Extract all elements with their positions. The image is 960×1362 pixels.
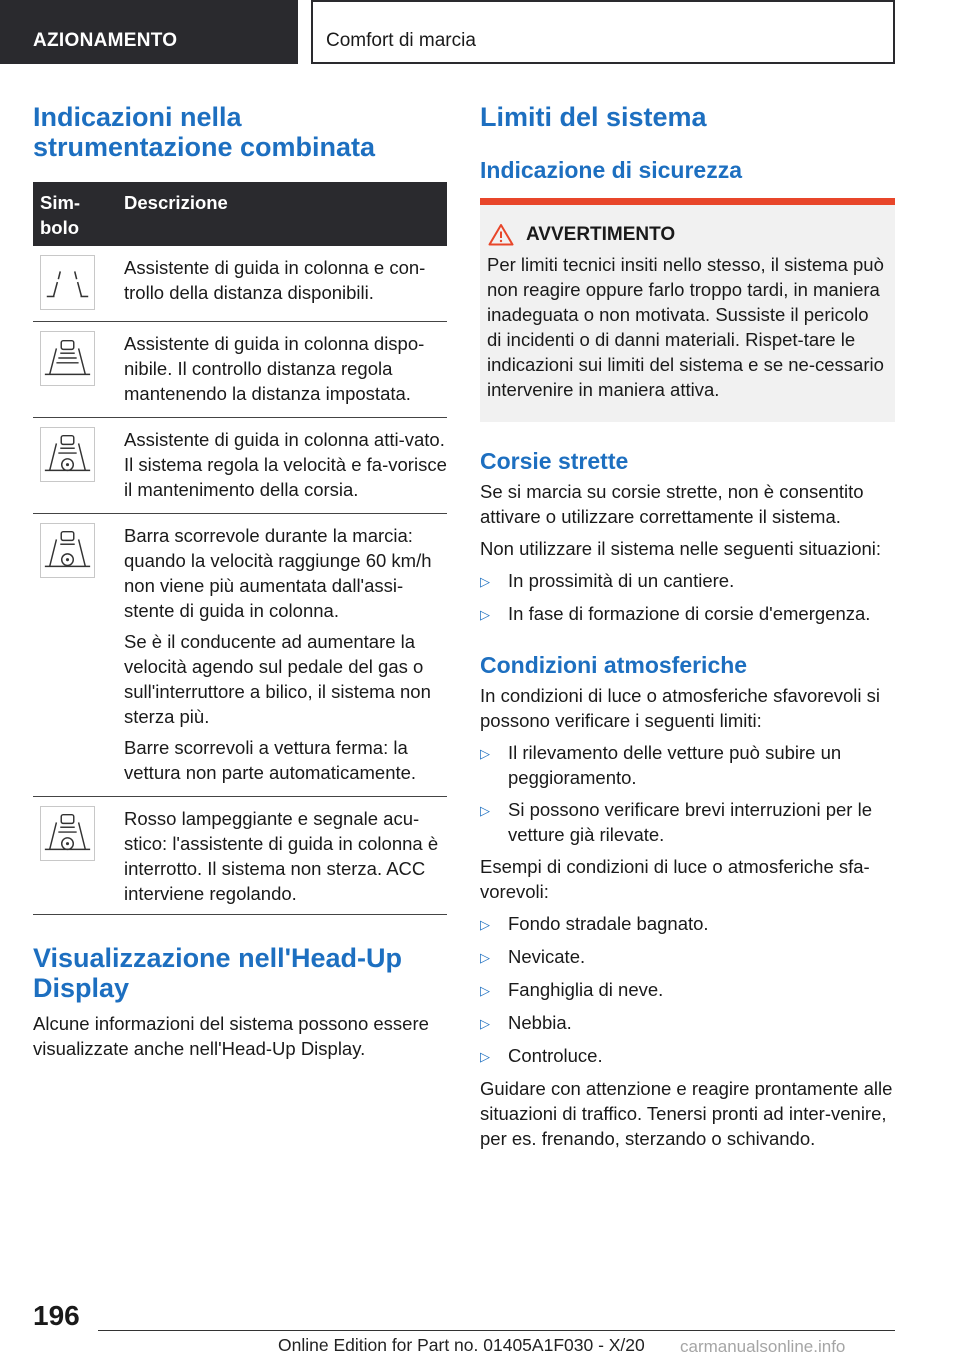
table-row: [33, 322, 447, 418]
bullet-triangle-icon: ▷: [480, 917, 490, 932]
hud-paragraph: Alcune informazioni del sistema possono essere visualizzate anche nell'Head-Up Display.: [33, 1013, 429, 1059]
list-item: [480, 740, 895, 790]
warning-text: Per limiti tecnici insiti nello stesso, il sistema può non reagire oppure farlo troppo tardi, in maniera inadeguata o non motivata. Sussiste il pericolo di incidenti o di danni materiali. Rispet‐tare le indicazioni sui limiti del sistema e se ne‐cessario intervenire in maniera attiva.: [487, 254, 884, 400]
row-description: [124, 806, 447, 906]
list-item: [480, 797, 895, 847]
footer-watermark: carmanualsonline.info: [680, 1337, 846, 1356]
section-title: AZIONAMENTO: [0, 0, 298, 64]
chapter-title: Comfort di marcia: [313, 2, 893, 62]
car-steering-active-icon: [40, 427, 95, 482]
heading-weather-conditions: Condizioni atmosferiche: [480, 652, 748, 678]
weather-limits-list: [480, 740, 895, 847]
bullet-triangle-icon: ▷: [480, 574, 490, 589]
row-description: [124, 331, 447, 406]
narrow-paragraph-1: Se si marcia su corsie strette, non è consentito attivare o utilizzare correttamente il sistema.: [480, 481, 864, 527]
car-lanes-available-icon: [40, 331, 95, 386]
weather-paragraph-1: In condizioni di luce o atmosferiche sfavorevoli si possono verificare i seguenti limiti:: [480, 685, 880, 731]
bullet-triangle-icon: ▷: [480, 746, 490, 761]
heading-safety-note: Indicazione di sicurezza: [480, 157, 743, 183]
heading-instrument-cluster: Indicazioni nella strumentazione combinata: [33, 102, 376, 162]
list-item-text: In fase di formazione di corsie d'emergenza.: [508, 603, 871, 624]
list-item: [480, 977, 895, 1003]
car-steering-bars-icon: [40, 523, 95, 578]
row-text: Barre scorrevoli a vettura ferma: la vettura non parte automaticamente.: [124, 737, 417, 783]
footer-divider: [98, 1330, 895, 1331]
row-text: Rosso lampeggiante e segnale acu‐stico: l'assistente di guida in colonna è interrotto. Il sistema non sterza. ACC interviene regolando.: [124, 808, 439, 904]
footer-edition: Online Edition for Part no. 01405A1F030 - X/20: [278, 1335, 645, 1355]
bullet-triangle-icon: ▷: [480, 1049, 490, 1064]
table-row: [33, 514, 447, 797]
list-item: [480, 944, 895, 970]
table-row: [33, 418, 447, 514]
warning-triangle-icon: [488, 223, 514, 246]
left-column: [33, 102, 447, 1061]
car-steering-interrupted-icon: [40, 806, 95, 861]
row-text: Assistente di guida in colonna dispo‐nibile. Il controllo distanza regola mantenendo la distanza impostata.: [124, 333, 425, 404]
warning-title: [487, 223, 887, 246]
list-item-text: Controluce.: [508, 1045, 603, 1066]
list-item: [480, 1043, 895, 1069]
list-item-text: In prossimità di un cantiere.: [508, 570, 735, 591]
heading-head-up-display: Visualizzazione nell'Head-Up Display: [33, 943, 403, 1003]
list-item-text: Nevicate.: [508, 946, 586, 967]
bullet-triangle-icon: ▷: [480, 983, 490, 998]
list-item: [480, 568, 895, 594]
narrow-paragraph-2: Non utilizzare il sistema nelle seguenti situazioni:: [480, 538, 882, 559]
table-row: [33, 797, 447, 915]
list-item: [480, 1010, 895, 1036]
row-text: Assistente di guida in colonna atti‐vato. Il sistema regola la velocità e fa‐vorisce il mantenimento della corsia.: [124, 429, 447, 500]
header-symbol: Sim‐ bolo: [40, 192, 81, 238]
right-column: [480, 102, 895, 1151]
bullet-triangle-icon: ▷: [480, 950, 490, 965]
heading-system-limits: Limiti del sistema: [480, 102, 707, 132]
warning-title-text: AVVERTIMENTO: [526, 223, 676, 245]
bullet-triangle-icon: ▷: [480, 607, 490, 622]
bullet-triangle-icon: ▷: [480, 1016, 490, 1031]
row-description: [124, 523, 447, 785]
heading-narrow-lanes: Corsie strette: [480, 448, 629, 474]
bullet-triangle-icon: ▷: [480, 803, 490, 818]
row-text: Se è il conducente ad aumentare la velocità agendo sul pedale del gas o sull'interruttore a bilico, il sistema non sterza più.: [124, 631, 431, 727]
row-text: Barra scorrevole durante la marcia: quando la velocità raggiunge 60 km/h non viene più aumentata dall'assi‐stente di guida in colonna.: [124, 525, 432, 621]
row-description: [124, 427, 447, 502]
list-item-text: Nebbia.: [508, 1012, 572, 1033]
list-item: [480, 911, 895, 937]
list-item-text: Fondo stradale bagnato.: [508, 913, 709, 934]
header-description: Descrizione: [124, 192, 228, 213]
list-item-text: Fanghiglia di neve.: [508, 979, 664, 1000]
page-number: 196: [33, 1300, 80, 1331]
row-text: Assistente di guida in colonna e con‐trollo della distanza disponibili.: [124, 257, 426, 303]
weather-paragraph-2: Esempi di condizioni di luce o atmosferiche sfa‐vorevoli:: [480, 856, 870, 902]
table-header: [33, 182, 447, 246]
weather-paragraph-3: Guidare con attenzione e reagire prontamente alle situazioni di traffico. Tenersi pronti ad inter‐venire, per es. frenando, sterzando o schivando.: [480, 1078, 893, 1149]
list-item-text: Il rilevamento delle vetture può subire un peggioramento.: [508, 742, 842, 788]
list-item: [480, 601, 895, 627]
weather-examples-list: [480, 911, 895, 1069]
table-row: [33, 246, 447, 322]
warning-box: [480, 198, 895, 422]
lane-lines-icon: [40, 255, 95, 310]
chapter-tab: [311, 0, 895, 64]
narrow-bullet-list: [480, 568, 895, 627]
symbol-table: [33, 182, 447, 915]
list-item-text: Si possono verificare brevi interruzioni per le vetture già rilevate.: [508, 799, 873, 845]
row-description: [124, 255, 447, 310]
